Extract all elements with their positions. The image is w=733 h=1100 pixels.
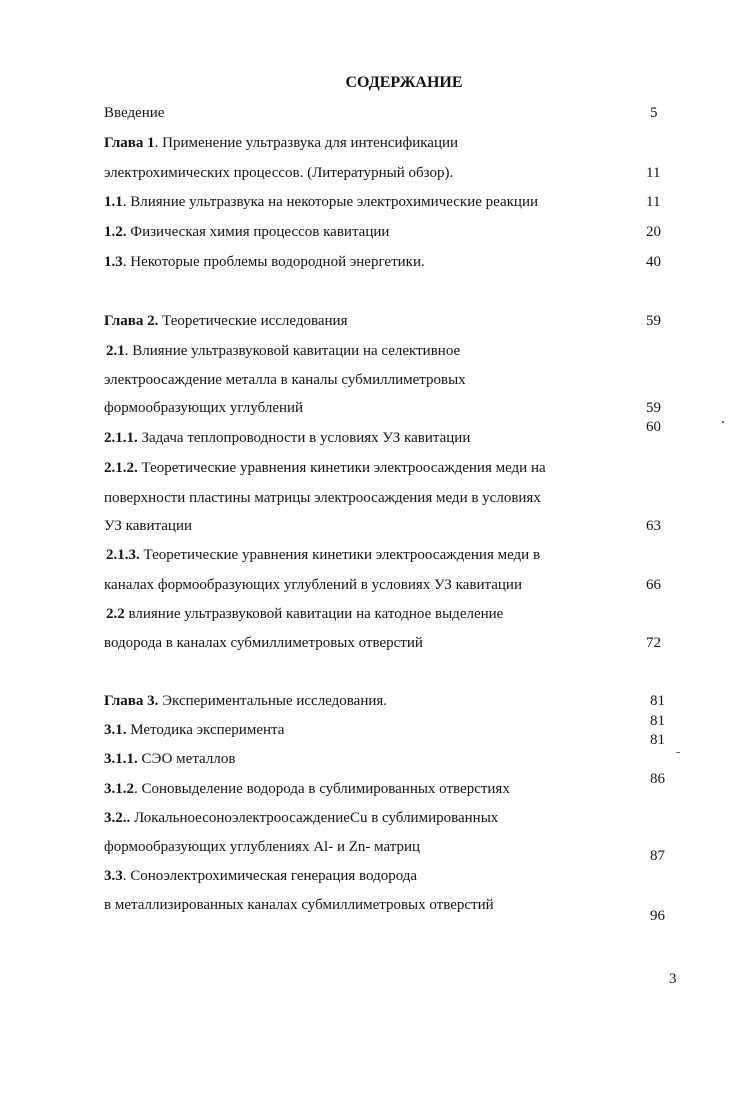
page-number: 60 — [646, 419, 661, 435]
toc-entry-number: 2.2 — [106, 606, 125, 622]
toc-entry — [104, 692, 387, 710]
toc-entry — [104, 576, 522, 594]
page-number: 66 — [646, 577, 661, 593]
toc-entry-number: 1.2. — [104, 224, 127, 240]
toc-entry-text: СЭО металлов — [137, 751, 236, 767]
page-number: 20 — [646, 224, 661, 240]
page-number: 63 — [646, 518, 661, 534]
page-number: 72 — [646, 635, 661, 651]
toc-entry-text: электроосаждение металла в каналы субмиллиметровых — [104, 372, 466, 388]
toc-entry-text: поверхности пластины матрицы электроосаждения меди в условиях — [104, 490, 541, 506]
toc-entry-number: 1.1 — [104, 194, 123, 210]
toc-entry-text: . Соноэлектрохимическая генерация водорода — [122, 868, 418, 884]
toc-entry — [104, 867, 417, 885]
toc-entry — [104, 721, 284, 739]
scan-speck — [676, 752, 680, 753]
toc-entry-number: 3.1.2 — [104, 781, 134, 797]
toc-entry — [104, 134, 458, 152]
page-number: 59 — [646, 400, 661, 416]
page-number: 5 — [650, 105, 658, 121]
toc-entry — [106, 546, 540, 564]
page-number: 59 — [646, 313, 661, 329]
toc-entry-number: 1.3 — [104, 254, 123, 270]
page-number: 87 — [650, 848, 665, 864]
toc-entry-number: 2.1.2. — [104, 460, 138, 476]
toc-entry — [104, 896, 494, 914]
toc-entry-text: формообразующих углублениях Al- и Zn- матриц — [104, 839, 421, 855]
toc-entry-text: . Соновыделение водорода в сублимированных отверстиях — [134, 781, 510, 797]
toc-entry — [104, 104, 164, 122]
toc-entry-text: в металлизированных каналах субмиллиметровых отверстий — [104, 897, 494, 913]
toc-entry — [104, 164, 453, 182]
toc-entry-text: . Влияние ультразвука на некоторые электрохимические реакции — [122, 194, 539, 210]
toc-entry-number: 3.2.. — [104, 810, 131, 826]
toc-entry-number: Глава 1 — [104, 135, 155, 151]
toc-entry-text: Введение — [104, 105, 165, 121]
toc-entry-number: 3.3 — [104, 868, 123, 884]
page-number: 96 — [650, 908, 665, 924]
page-number: 81 — [650, 713, 665, 729]
toc-entry-text: . Применение ультразвука для интенсификации — [154, 135, 459, 151]
toc-entry-number: 2.1 — [106, 343, 125, 359]
toc-entry — [104, 634, 423, 652]
toc-entry-number: Глава 2. — [104, 313, 159, 329]
toc-entry — [104, 809, 498, 827]
toc-entry-number: 2.1.3. — [106, 547, 140, 563]
page-title: СОДЕРЖАНИЕ — [345, 74, 463, 91]
toc-entry — [104, 193, 538, 211]
toc-entry — [106, 605, 503, 623]
toc-entry-text: Задача теплопроводности в условиях УЗ кавитации — [137, 430, 471, 446]
toc-entry-text: водорода в каналах субмиллиметровых отверстий — [104, 635, 423, 651]
toc-entry — [104, 371, 466, 389]
toc-entry-text: . Некоторые проблемы водородной энергетики. — [122, 254, 425, 270]
toc-entry-text: Методика эксперимента — [126, 722, 285, 738]
toc-entry-number: 3.1.1. — [104, 751, 138, 767]
toc-entry — [104, 253, 425, 271]
toc-entry — [106, 342, 460, 360]
toc-entry — [104, 838, 420, 856]
toc-entry — [104, 312, 348, 330]
page-number: 40 — [646, 254, 661, 270]
toc-entry-number: 2.1.1. — [104, 430, 138, 446]
page-number: 11 — [646, 165, 661, 181]
page-number: 86 — [650, 771, 665, 787]
toc-entry-text: Физическая химия процессов кавитации — [126, 224, 390, 240]
page-number: 81 — [650, 732, 665, 748]
toc-entry — [104, 489, 541, 507]
toc-entry-text: каналах формообразующих углублений в условиях УЗ кавитации — [104, 577, 522, 593]
toc-entry — [104, 429, 470, 447]
toc-entry — [104, 399, 303, 417]
toc-entry-text: ЛокальноесоноэлектроосаждениеCu в сублимированных — [130, 810, 499, 826]
toc-entry-text: Экспериментальные исследования. — [158, 693, 388, 709]
toc-entry-text: электрохимических процессов. (Литературный обзор). — [104, 165, 454, 181]
page-number: 11 — [646, 194, 661, 210]
footer-page-number: 3 — [669, 971, 677, 987]
toc-entry-text: формообразующих углублений — [104, 400, 304, 416]
scan-speck — [722, 421, 724, 423]
toc-entry-text: УЗ кавитации — [104, 518, 192, 534]
toc-entry-text: Теоретические уравнения кинетики электроосаждения меди на — [137, 460, 546, 476]
toc-entry-number: 3.1. — [104, 722, 127, 738]
page-number: 81 — [650, 693, 665, 709]
toc-entry — [104, 459, 546, 477]
toc-entry-number: Глава 3. — [104, 693, 159, 709]
toc-entry — [104, 750, 235, 768]
toc-entry — [104, 223, 389, 241]
toc-entry-text: Теоретические исследования — [158, 313, 348, 329]
toc-entry-text: влияние ультразвуковой кавитации на катодное выделение — [124, 606, 504, 622]
toc-entry-text: . Влияние ультразвуковой кавитации на селективное — [124, 343, 461, 359]
toc-entry — [104, 780, 510, 798]
toc-entry — [104, 517, 192, 535]
toc-entry-text: Теоретические уравнения кинетики электроосаждения меди в — [139, 547, 541, 563]
